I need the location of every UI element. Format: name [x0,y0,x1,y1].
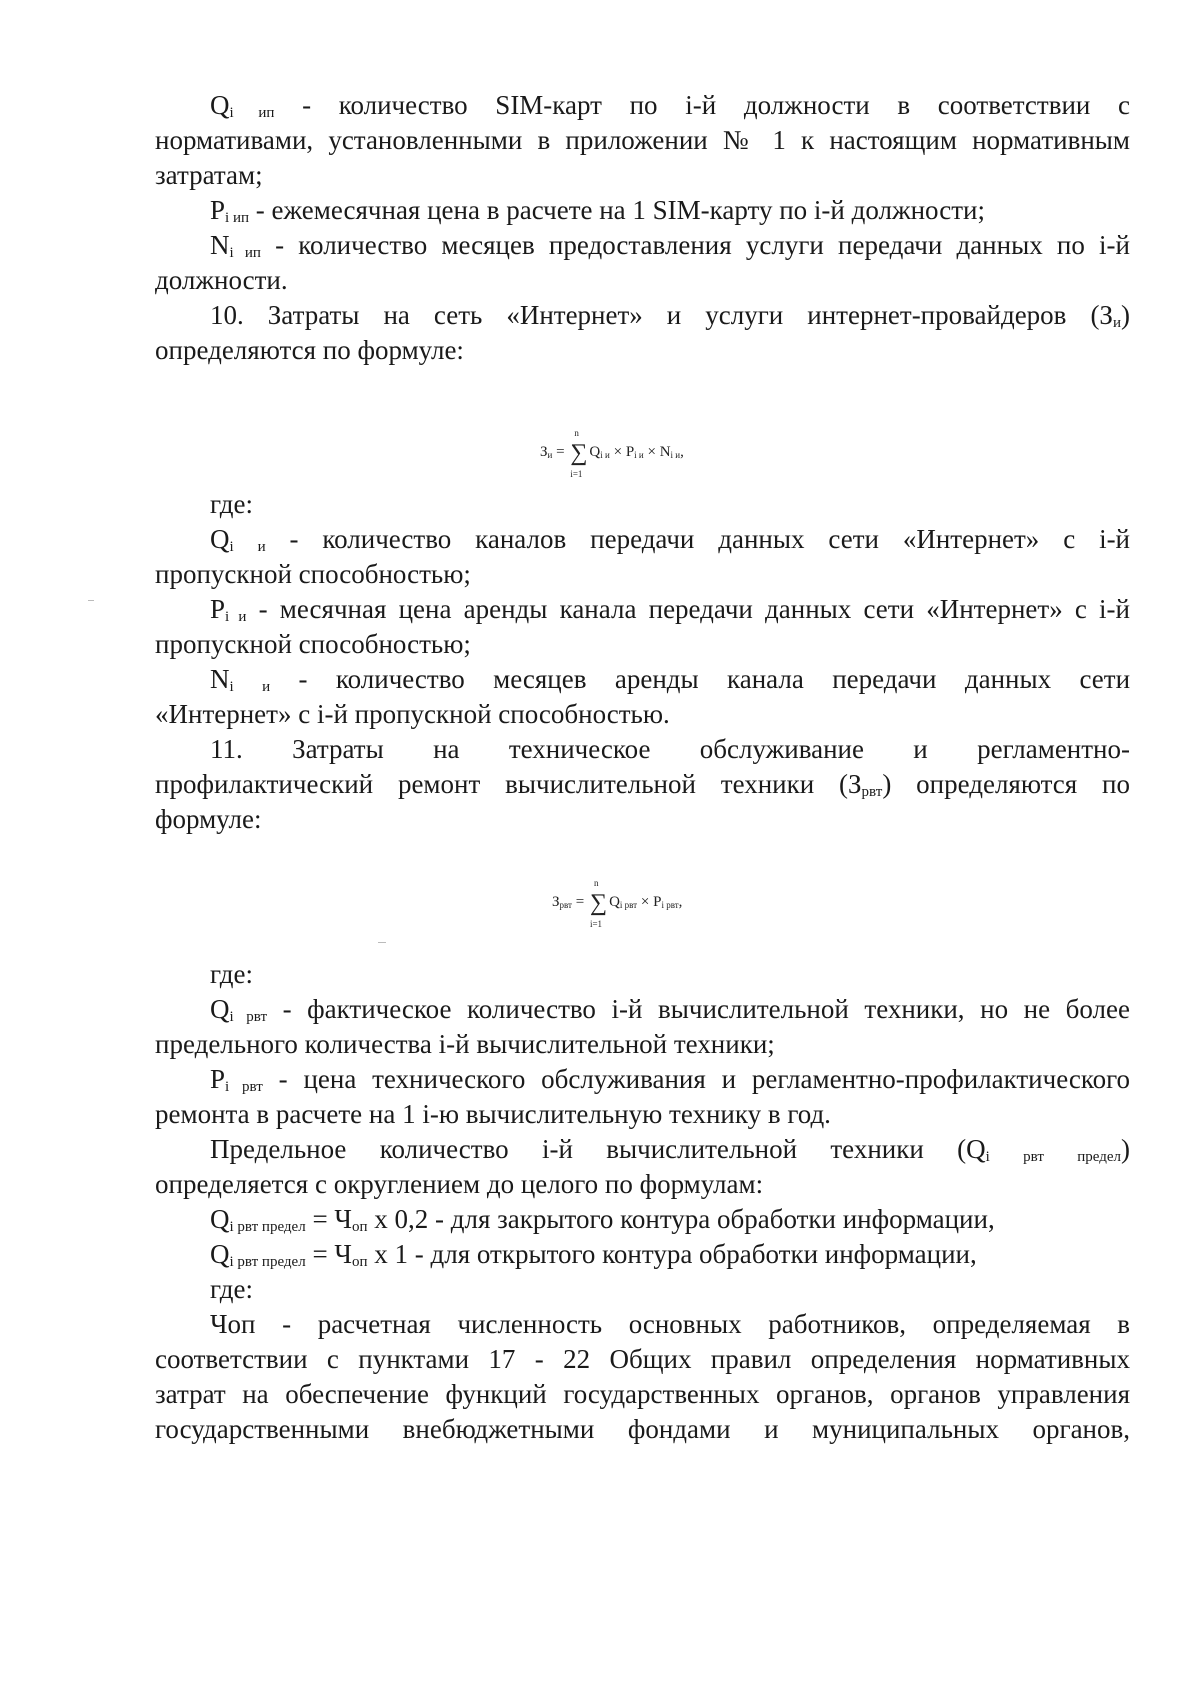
symbol-q: Q [210,1239,230,1269]
line-text: x 0,2 - для закрытого контура обработки информации, [367,1204,995,1234]
formula-lhs: З [552,894,560,910]
formula-times: × [640,894,650,910]
text-line: предельного количества i-й вычислительной техники; [155,1029,775,1059]
symbol-q: Q [210,524,230,554]
text-line: затратам; [155,160,263,190]
subscript: i [985,1149,990,1165]
line-text: - ежемесячная цена в расчете на 1 SIM-карту по i-й должности; [255,195,985,225]
line-text: = Ч [312,1239,352,1269]
line-text: - фактическое количество i-й вычислительной техники, но не более [282,994,1130,1024]
symbol-p: P [210,1064,226,1094]
subscript: i [229,679,234,695]
text-line: где: [210,959,253,989]
formula-term-sub: i рвт [619,900,638,910]
formula-term: N [659,444,671,460]
subscript: i [229,539,234,555]
text-line [210,1132,1130,1168]
subscript: i рвт [229,1009,268,1025]
text-line [210,298,1130,334]
subscript: i и [225,609,247,625]
text-line: формуле: [155,804,262,834]
line-text: - месячная цена аренды канала передачи данных сети «Интернет» с i-й [258,594,1131,624]
text-line: ремонта в расчете на 1 i-ю вычислительную технику в год. [155,1099,831,1129]
formula-eq: = [575,894,585,910]
sigma-upper: n [593,878,599,888]
sigma-glyph: ∑ [570,440,588,466]
text-line: затрат на обеспечение функций государственных органов, органов управления [155,1379,1130,1409]
subscript: i ип [229,105,275,121]
subscript: и [262,679,271,695]
symbol-q: Q [210,994,230,1024]
subscript: i рвт предел [229,1254,306,1270]
line-text: x 1 - для открытого контура обработки информации, [367,1239,977,1269]
formula-term-sub: i и [600,450,610,460]
formula-comma: , [680,444,684,460]
line-text: ) [1121,300,1130,330]
line-text: ) [1121,1134,1130,1164]
line-text: ) определяются по [882,769,1130,799]
text-line [210,1202,995,1238]
line-text: 10. Затраты на сеть «Интернет» и услуги интернет-провайдеров (З [210,300,1113,330]
text-line: государственными внебюджетными фондами и муниципальных органов, [155,1414,1130,1444]
symbol-n: N [210,230,230,260]
sigma-lower: i=1 [589,919,603,929]
text-line: определяются по формуле: [155,335,464,365]
formula-times: × [647,444,656,460]
formula-term: Q [589,444,601,460]
subscript: оп [351,1254,368,1270]
text-line: где: [210,1274,253,1304]
line-text: = Ч [312,1204,352,1234]
formula-term-sub: i и [634,450,644,460]
line-text: количество каналов передачи данных сети «Интернет» с i-й [322,524,1131,554]
subscript: и [257,539,266,555]
formula-term: P [625,444,635,460]
dash: - [289,524,299,554]
formula-term: Q [609,894,620,910]
formula-eq: = [556,444,565,460]
text-line: где: [210,489,253,519]
dash: - [298,664,308,694]
text-line [155,767,1130,803]
sigma-glyph: ∑ [589,890,608,916]
subscript: i рвт предел [229,1219,306,1235]
text-line [210,1062,1130,1098]
line-text: - количество месяцев предоставления услуги передачи данных по i-й [275,230,1131,260]
subscript: оп [351,1219,368,1235]
text-line: пропускной способностью; [155,629,471,659]
line-text: количество месяцев аренды канала передачи данных сети [335,664,1131,694]
text-line [210,1237,977,1273]
subscript: i рвт [225,1079,263,1095]
sigma-symbol [589,878,608,929]
text-line: 11. Затраты на техническое обслуживание и регламентно- [210,734,1130,764]
subscript: и [1112,315,1121,331]
line-text: количество SIM-карт по i-й должности в соответствии с [338,90,1130,120]
symbol-q: Q [210,90,230,120]
text-line [210,592,1130,628]
text-line [210,88,1130,124]
sigma-symbol [570,428,588,479]
text-line: пропускной способностью; [155,559,471,589]
text-line [210,992,1130,1028]
formula-term-sub: i и [670,450,681,460]
subscript: i ип [229,245,261,261]
sigma-upper: n [574,428,579,438]
symbol-n: N [210,664,230,694]
scan-artifact [378,942,386,943]
symbol-p: P [210,594,226,624]
formula-comma: , [678,894,683,910]
symbol-q: Q [210,1204,230,1234]
line-text: Предельное количество i-й вычислительной техники (Q [210,1134,986,1164]
sigma-lower: i=1 [570,469,583,479]
line-text: профилактический ремонт вычислительной техники (З [155,769,862,799]
text-line: Чоп - расчетная численность основных работников, определяемая в [210,1309,1130,1339]
text-line: нормативами, установленными в приложении № 1 к настоящим нормативным [155,125,1130,155]
subscript: i ип [225,210,250,226]
subscript: рвт [1023,1149,1044,1165]
line-text: - цена технического обслуживания и регламентно-профилактического [278,1064,1131,1094]
formula-lhs-sub: и [547,450,553,460]
formula-times: × [613,444,623,460]
subscript: рвт [861,784,883,800]
formula-lhs: З [540,444,548,460]
formula-lhs-sub: рвт [559,900,572,910]
symbol-p: P [210,195,226,225]
formula-term-sub: i рвт [661,900,679,910]
text-line: должности. [155,265,288,295]
formula-internet [540,428,684,479]
text-line: «Интернет» с i-й пропускной способностью. [155,699,670,729]
text-line [210,193,985,229]
text-line: определяется с округлением до целого по формулам: [155,1169,764,1199]
subscript: предел [1077,1149,1121,1165]
scan-artifact [88,600,94,601]
formula-term: P [653,894,662,910]
text-line: соответствии с пунктами 17 - 22 Общих правил определения нормативных [155,1344,1130,1374]
text-line [210,662,1130,698]
text-line [210,228,1130,264]
dash: - [302,90,312,120]
text-line [210,522,1130,558]
formula-computing [552,878,683,929]
